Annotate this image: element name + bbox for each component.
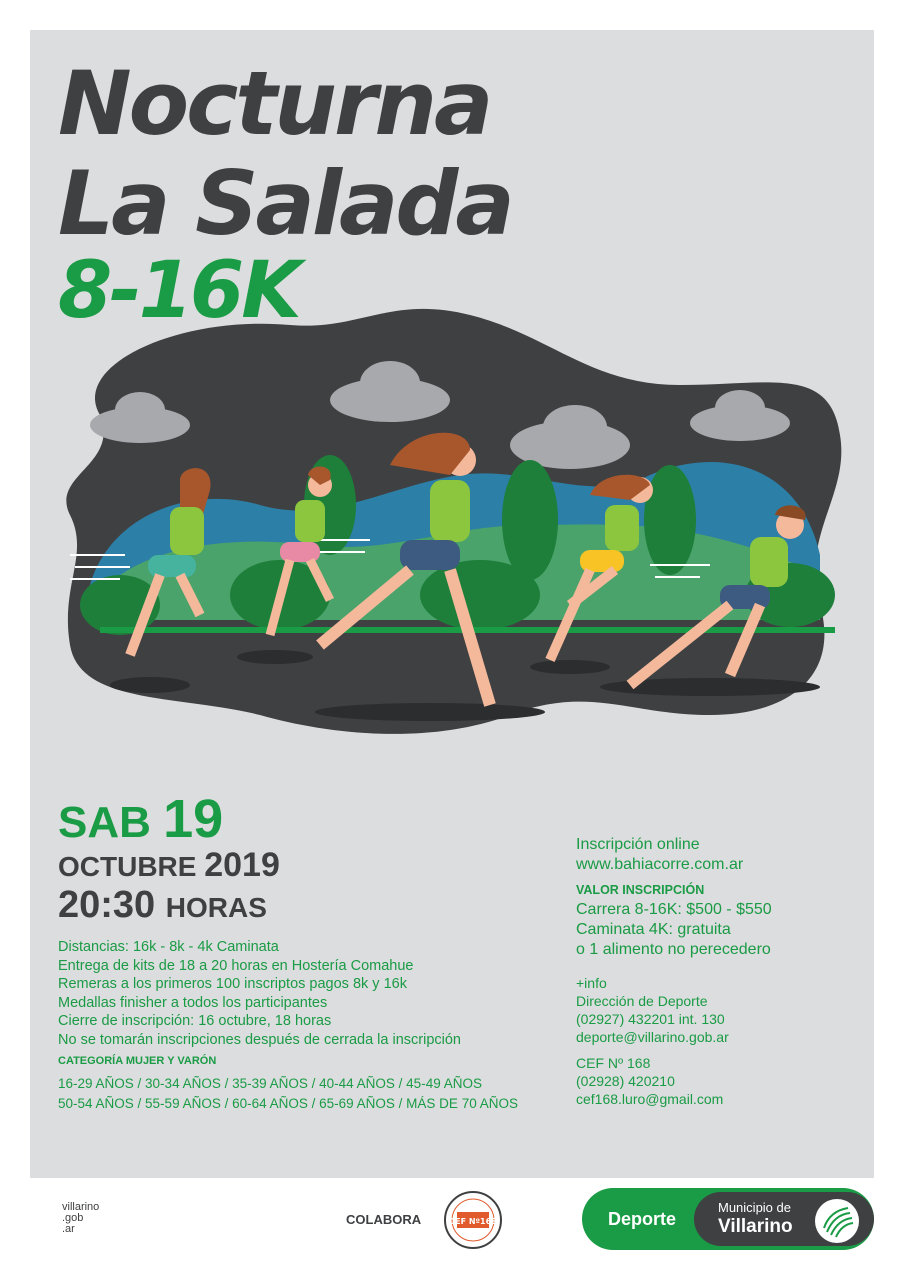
- info-line: Distancias: 16k - 8k - 4k Caminata: [58, 939, 279, 955]
- categories-list: [58, 1074, 518, 1114]
- fee-race: Carrera 8-16K: $500 - $550: [576, 901, 772, 918]
- date-month-year: [58, 846, 280, 885]
- date-weekday: SAB: [58, 798, 151, 847]
- event-distance-title: 8-16K: [58, 246, 299, 336]
- fee-title: VALOR INSCRIPCIÓN: [576, 883, 705, 897]
- date-day: 19: [163, 789, 224, 849]
- event-title-line2: La Salada: [58, 152, 512, 255]
- registration-url[interactable]: www.bahiacorre.com.ar: [576, 856, 744, 873]
- deporte-label: Deporte: [608, 1209, 677, 1229]
- municipio-name: Villarino: [718, 1216, 793, 1237]
- fee-walk: Caminata 4K: gratuita: [576, 921, 731, 938]
- info-line: Remeras a los primeros 100 inscriptos pagos 8k y 16k: [58, 976, 407, 992]
- seal-text: CEF Nº168: [449, 1217, 497, 1226]
- fee-list: [576, 900, 772, 960]
- site-line: .gob: [62, 1212, 84, 1224]
- categories-line: 50-54 AÑOS / 55-59 AÑOS / 60-64 AÑOS / 65-69 AÑOS / MÁS DE 70 AÑOS: [58, 1096, 518, 1111]
- time-unit: HORAS: [165, 892, 267, 923]
- date-year: 2019: [204, 846, 280, 884]
- info-line: Medallas finisher a todos los participantes: [58, 994, 328, 1011]
- office-email[interactable]: deporte@villarino.gob.ar: [576, 1029, 729, 1045]
- info-line: Entrega de kits de 18 a 20 horas en Hostería Comahue: [58, 957, 414, 974]
- municipio-label: Municipio de: [718, 1200, 791, 1215]
- site-line: villarino: [62, 1201, 100, 1213]
- event-info-list: [58, 938, 461, 1049]
- registration-label: Inscripción online: [576, 836, 700, 853]
- fee-walk-alt: o 1 alimento no perecedero: [576, 941, 771, 958]
- office-name: Dirección de Deporte: [576, 993, 708, 1009]
- office-phone: (02927) 432201 int. 130: [576, 1011, 725, 1027]
- cef-phone: (02928) 420210: [576, 1073, 675, 1089]
- categories-title: CATEGORÍA MUJER Y VARÓN: [58, 1055, 217, 1067]
- municipio-logo-icon: [812, 1196, 862, 1246]
- categories-line: 16-29 AÑOS / 30-34 AÑOS / 35-39 AÑOS / 40-44 AÑOS / 45-49 AÑOS: [58, 1076, 482, 1091]
- info-line: No se tomarán inscripciones después de cerrada la inscripción: [58, 1031, 461, 1048]
- site-line: .ar: [62, 1223, 75, 1235]
- cef-email[interactable]: cef168.luro@gmail.com: [576, 1091, 724, 1107]
- more-info-label: +info: [576, 975, 607, 991]
- cef-seal-icon: [443, 1190, 503, 1250]
- date-month: OCTUBRE: [58, 851, 197, 882]
- event-title-line1: Nocturna: [58, 52, 491, 155]
- time-value: 20:30: [58, 884, 156, 926]
- registration-online: [576, 835, 743, 875]
- runners-illustration: [30, 275, 850, 755]
- info-line: Cierre de inscripción: 16 octubre, 18 horas: [58, 1013, 332, 1029]
- villarino-site-logo: [62, 1202, 99, 1235]
- date-weekday-day: [58, 788, 223, 850]
- colabora-label: COLABORA: [346, 1212, 422, 1227]
- date-time: [58, 884, 267, 927]
- cef-name: CEF Nº 168: [576, 1055, 651, 1071]
- contact-office: [576, 974, 729, 1046]
- contact-cef: [576, 1054, 723, 1108]
